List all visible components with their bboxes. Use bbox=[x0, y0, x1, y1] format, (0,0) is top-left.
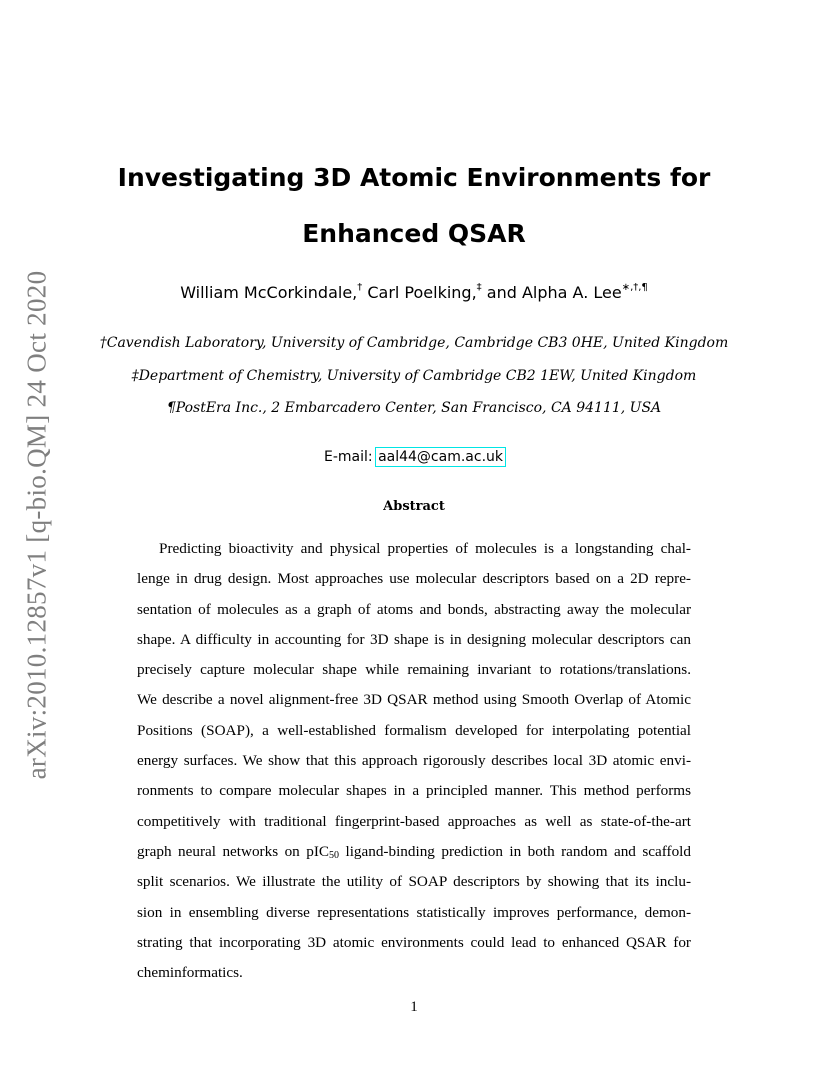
abstract-line: energy surfaces. We show that this approach rigorously describes local 3D atomic envi- bbox=[137, 752, 691, 770]
email-link[interactable]: aal44@cam.ac.uk bbox=[378, 449, 503, 465]
abstract-line: competitively with traditional fingerprint-based approaches as well as state-of-the-art bbox=[137, 812, 691, 830]
abstract-line: Predicting bioactivity and physical properties of molecules is a longstanding chal- bbox=[159, 540, 691, 557]
abstract-line: We describe a novel alignment-free 3D QSAR method using Smooth Overlap of Atomic bbox=[137, 691, 691, 709]
abstract-line-start: graph neural networks on pIC bbox=[137, 842, 330, 860]
affiliation-chemistry: ‡Department of Chemistry, University of Cambridge CB2 1EW, United Kingdom bbox=[131, 368, 697, 384]
abstract-line: strating that incorporating 3D atomic environments could lead to enhanced QSAR for bbox=[137, 933, 691, 951]
abstract-body bbox=[137, 534, 691, 988]
title-line-2: Enhanced QSAR bbox=[302, 219, 526, 248]
title-line-1: Investigating 3D Atomic Environments for bbox=[117, 163, 711, 192]
abstract-line: split scenarios. We illustrate the utility of SOAP descriptors by showing that its inclu- bbox=[137, 873, 691, 891]
author-2-mark: ‡ bbox=[476, 282, 482, 293]
abstract-line: cheminformatics. bbox=[137, 964, 243, 982]
abstract-line: precisely capture molecular shape while remaining invariant to rotations/translations. bbox=[137, 661, 691, 679]
abstract-line-end: ligand-binding prediction in both random and scaffold bbox=[339, 842, 691, 860]
arxiv-identifier: arXiv:2010.12857v1 [q-bio.QM] 24 Oct 2020 bbox=[21, 270, 52, 780]
abstract-line: sentation of molecules as a graph of atoms and bonds, abstracting away the molecular bbox=[137, 600, 691, 618]
abstract-line: sion in ensembling diverse representations statistically improves performance, demon- bbox=[137, 903, 691, 921]
author-1: William McCorkindale, bbox=[180, 283, 358, 302]
author-3-mark: ∗,†,¶ bbox=[621, 282, 648, 293]
abstract-line: ronments to compare molecular shapes in a principled manner. This method performs bbox=[137, 782, 691, 800]
author-1-mark: † bbox=[357, 282, 363, 293]
abstract-line: Positions (SOAP), a well-established formalism developed for interpolating potential bbox=[137, 721, 691, 739]
email-label: E-mail: bbox=[324, 449, 378, 465]
abstract-heading: Abstract bbox=[383, 499, 445, 514]
abstract-line bbox=[137, 837, 691, 867]
abstract-line: shape. A difficulty in accounting for 3D shape is in designing molecular descriptors can bbox=[137, 630, 691, 648]
author-list bbox=[0, 282, 828, 302]
abstract-line: lenge in drug design. Most approaches use molecular descriptors based on a 2D repre- bbox=[137, 570, 691, 588]
author-3: and Alpha A. Lee bbox=[481, 283, 622, 302]
paper-title bbox=[0, 150, 828, 262]
affiliation-cavendish: †Cavendish Laboratory, University of Cambridge, Cambridge CB3 0HE, United Kingdom bbox=[99, 335, 729, 351]
email-line bbox=[0, 449, 828, 465]
page-number: 1 bbox=[410, 999, 418, 1015]
affiliation-postera: ¶PostEra Inc., 2 Embarcadero Center, San Francisco, CA 94111, USA bbox=[166, 400, 662, 416]
pic50-subscript: 50 bbox=[329, 849, 340, 861]
author-2: Carl Poelking, bbox=[362, 283, 477, 302]
